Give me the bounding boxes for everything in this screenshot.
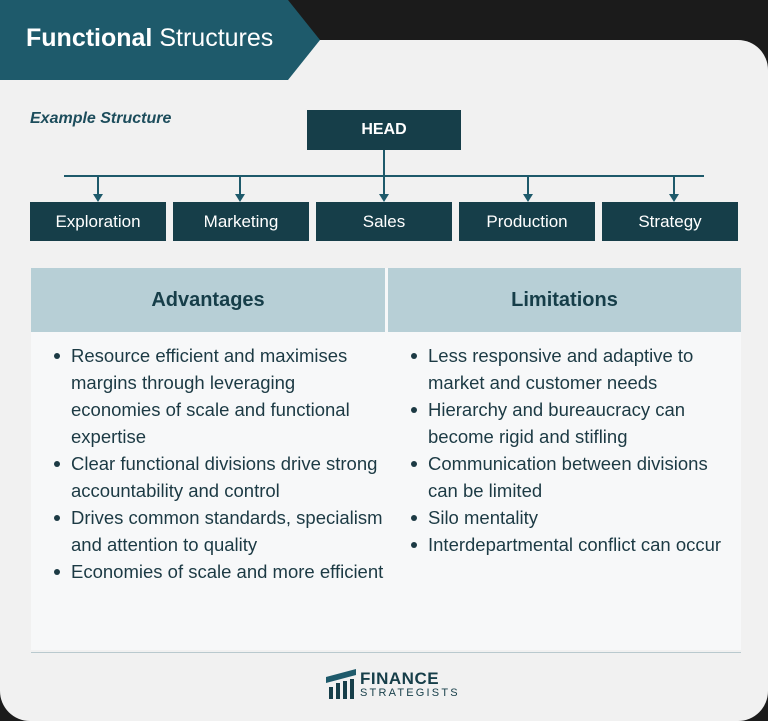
advantage-item: Clear functional divisions drive strong accountability and control bbox=[71, 450, 385, 504]
arrow-down-icon bbox=[93, 194, 103, 202]
limitation-item: Interdepartmental conflict can occur bbox=[428, 531, 741, 558]
comparison-table bbox=[31, 268, 741, 650]
head-box: HEAD bbox=[307, 110, 461, 150]
limitation-item: Communication between divisions can be limited bbox=[428, 450, 741, 504]
logo-line-1: FINANCE bbox=[360, 668, 440, 688]
limitations-header: Limitations bbox=[388, 268, 741, 332]
dept-production: Production bbox=[459, 202, 595, 241]
logo-line-2: STRATEGISTS bbox=[360, 686, 460, 699]
limitations-list bbox=[428, 342, 741, 558]
limitation-item: Hierarchy and bureaucracy can become rigid and stifling bbox=[428, 396, 741, 450]
bottom-divider bbox=[31, 652, 741, 653]
dept-marketing: Marketing bbox=[173, 202, 309, 241]
dept-strategy: Strategy bbox=[602, 202, 738, 241]
advantages-list bbox=[71, 342, 385, 585]
arrow-down-icon bbox=[523, 194, 533, 202]
limitation-item: Less responsive and adaptive to market and customer needs bbox=[428, 342, 741, 396]
arrow-down-icon bbox=[669, 194, 679, 202]
dept-sales: Sales bbox=[316, 202, 452, 241]
arrow-down-icon bbox=[235, 194, 245, 202]
dept-exploration: Exploration bbox=[30, 202, 166, 241]
advantage-item: Resource efficient and maximises margins through leveraging economies of scale and functional expertise bbox=[71, 342, 385, 450]
finance-strategists-logo bbox=[326, 667, 460, 701]
logo-mark-icon bbox=[326, 669, 356, 699]
title-rest: Structures bbox=[159, 24, 274, 52]
arrow-down-icon bbox=[379, 194, 389, 202]
limitation-item: Silo mentality bbox=[428, 504, 741, 531]
example-structure-label: Example Structure bbox=[30, 110, 172, 127]
advantages-header: Advantages bbox=[31, 268, 385, 332]
advantage-item: Economies of scale and more efficient bbox=[71, 558, 385, 585]
advantage-item: Drives common standards, specialism and attention to quality bbox=[71, 504, 385, 558]
title-bold: Functional bbox=[26, 24, 153, 52]
